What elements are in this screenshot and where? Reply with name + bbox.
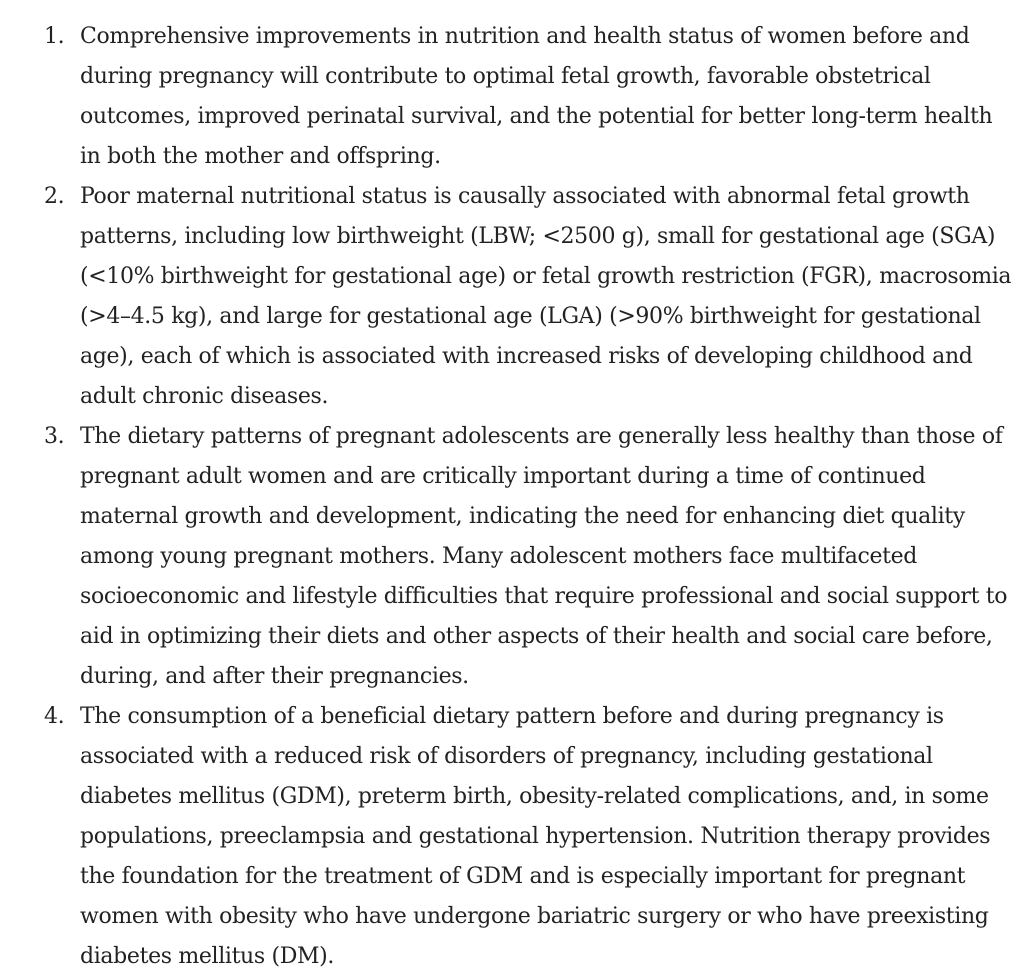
list-item [0, 17, 1024, 177]
list-item-text: Poor maternal nutritional status is causally associated with abnormal fetal growth patterns, including low birthweight (LBW; <2500 g), small for gestational age (SGA) (<10% birthweight for gestational age) or fetal growth restriction (FGR), macrosomia (>4–4.5 kg), and large for gestational age (LGA) (>90% birthweight for gestational age), each of which is associated with increased risks of developing childhood and adult chronic diseases. [80, 184, 1012, 409]
list-item-number: 3. [44, 424, 65, 449]
numbered-list [0, 17, 1024, 977]
list-item-number: 4. [44, 704, 65, 729]
list-item-number: 2. [44, 184, 65, 209]
list-item-text: Comprehensive improvements in nutrition and health status of women before and during pregnancy will contribute to optimal fetal growth, favorable obstetrical outcomes, improved perinatal survival, and the potential for better long-term health in both the mother and offspring. [80, 24, 993, 169]
list-item-text: The dietary patterns of pregnant adolescents are generally less healthy than those of pregnant adult women and are critically important during a time of continued maternal growth and development, indicating the need for enhancing diet quality among young pregnant mothers. Many adolescent mothers face multifaceted socioeconomic and lifestyle difficulties that require professional and social support to aid in optimizing their diets and other aspects of their health and social care before, during, and after their pregnancies. [80, 424, 1008, 689]
list-item [0, 177, 1024, 417]
list-item-text: The consumption of a beneficial dietary pattern before and during pregnancy is associated with a reduced risk of disorders of pregnancy, including gestational diabetes mellitus (GDM), preterm birth, obesity-related complications, and, in some populations, preeclampsia and gestational hypertension. Nutrition therapy provides the foundation for the treatment of GDM and is especially important for pregnant women with obesity who have undergone bariatric surgery or who have preexisting diabetes mellitus (DM). [80, 704, 991, 969]
list-item-number: 1. [44, 24, 65, 49]
list-item [0, 697, 1024, 977]
list-item [0, 417, 1024, 697]
